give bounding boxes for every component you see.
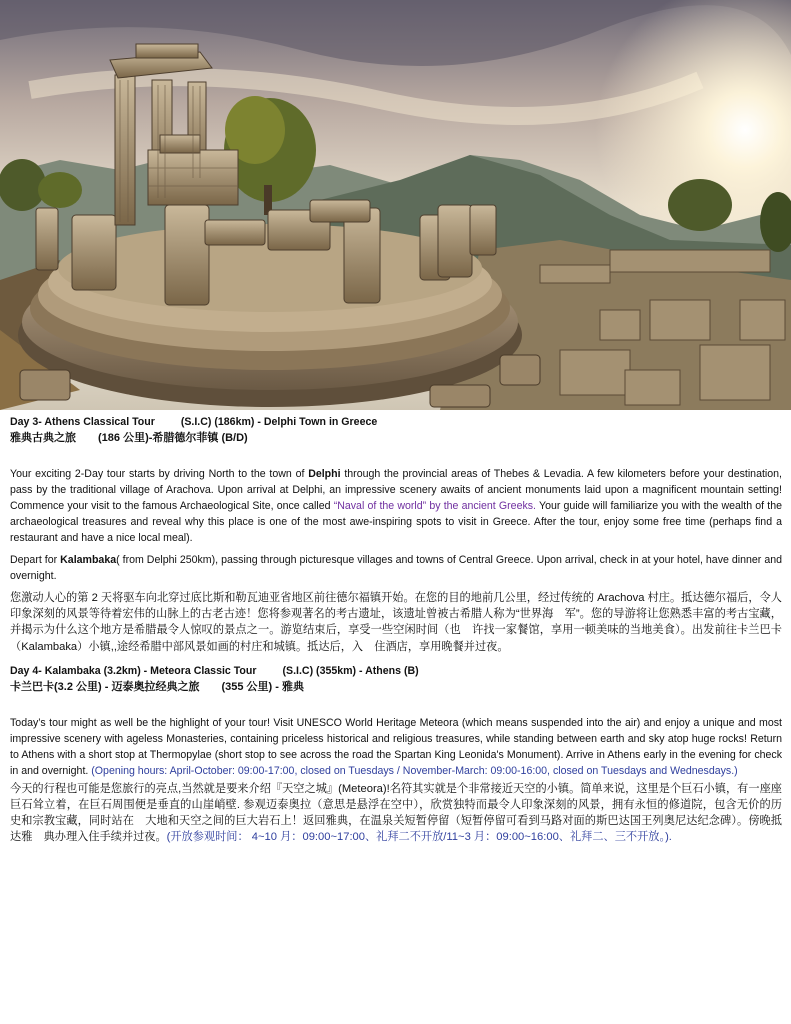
day3-depart-en bbox=[10, 552, 782, 584]
day3-p1-text-2: through the provincial areas of Thebes & Levadia. A few kilometers before your destination, pass by the traditional village of Arachova. Upon arrival at Delphi, an impressive scenery awaits of ancient monuments laid upon a magnificent mountain setting! Commence your visit to the famous Archaeological Site, once called bbox=[10, 468, 782, 512]
day3-p2-kalambaka: Kalambaka bbox=[60, 554, 117, 566]
day3-description-en bbox=[10, 466, 782, 546]
day3-heading-cn-route: (186 公里)-希腊德尔菲镇 (B/D) bbox=[98, 432, 248, 444]
hero-photo-delphi-tholos bbox=[0, 0, 791, 410]
day3-p1-quote: “Naval of the world” by the ancient Greeks. bbox=[333, 500, 536, 512]
day4-heading-cn-route: (355 公里) - 雅典 bbox=[221, 680, 304, 693]
day4-p1-text: Today’s tour might as well be the highlight of your tour! Visit UNESCO World Heritage Meteora (which means suspended into the air) and enjoy a unique and most impressive scenery with ageless Monasteries, containing priceless historical and religious treasures, while standing between earth and sky atop huge rocks! Return to Athens with a short stop at Thermopylae (short stop to see across the road the Spartan King Leonida's Monument). Arrive in Athens early in the evening for check in and overnight. bbox=[10, 716, 782, 777]
day3-heading-cn bbox=[10, 430, 782, 446]
day4-heading-en bbox=[10, 663, 782, 679]
day3-p1-delphi: Delphi bbox=[308, 468, 341, 480]
day4-description-en bbox=[10, 715, 782, 779]
day4-opening-hours-en: (Opening hours: April-October: 09:00-17:00, closed on Tuesdays / November-March: 09:00-16:00, closed on Tuesdays and Wednesdays.) bbox=[91, 764, 738, 777]
day3-description-cn: 您激动人心的第 2 天将驱车向北穿过底比斯和勒瓦迪亚省地区前往德尔福镇开始。在您的目的地前几公里，经过传统的 Arachova 村庄。抵达德尔福后，令人印象深刻的风景等待着宏伟的山脉上的古老古迹！您将参观著名的考古遗址，该遗址曾被古希腊人称为“世界海 军”。您的导游将让您熟悉丰富的考古宝藏，并揭示为什么这个地方是希腊最令人惊叹的景点之一。游览结束后，享受一些空闲时间（也 许找一家餐馆，享用一顿美味的当地美食）。出发前往卡兰巴卡（Kalambaka）小镇,,途经希腊中部风景如画的村庄和城镇。抵达后，入 住酒店，享用晚餐并过夜。 bbox=[10, 592, 782, 653]
day4-description-cn bbox=[10, 781, 782, 846]
day3-p1-text: Your exciting 2-Day tour starts by driving North to the town of bbox=[10, 468, 309, 480]
day4-opening-hours-cn: (开放参观时间： 4~10 月：09:00~17:00、礼拜二不开放/11~3 月：09:00~16:00、礼拜二、三不开放。). bbox=[166, 831, 672, 844]
day4-heading-en-title: Day 4- Kalambaka (3.2km) - Meteora Classic Tour bbox=[10, 664, 257, 677]
day3-heading-cn-title: 雅典古典之旅 bbox=[10, 432, 76, 444]
day3-p2-text-2: ( from Delphi 250km), passing through picturesque villages and towns of Central Greece. Upon arrival, check in at your hotel, have dinner and overnight. bbox=[10, 554, 782, 582]
day3-heading-en bbox=[10, 414, 782, 430]
day3-p2-text: Depart for bbox=[10, 554, 61, 566]
day4-heading-cn bbox=[10, 679, 782, 695]
day4-cn-text: 今天的行程也可能是您旅行的亮点,当然就是要来介绍『天空之城』(Meteora)!名符其实就是个非常接近天空的小镇。简单来说，这里是个巨石小镇，有一座座巨石耸立着，在巨石周围便是垂直的山崖峭壁. 参观迈泰奥拉（意思是悬浮在空中），欣赏独特而最令人印象深刻的风景，拥有永恒的修道院，包含无价的历史和宗教宝藏，同时站在 大地和天空之间的巨大岩石上！返回雅典，在温泉关短暂停留（短暂停留可看到马路对面的斯巴达国王列奥尼达纪念碑）。傍晚抵达雅 典办理入住手续并过夜。 bbox=[10, 782, 782, 844]
day4-heading-cn-title: 卡兰巴卡(3.2 公里) - 迈泰奥拉经典之旅 bbox=[10, 680, 200, 693]
day4-heading-en-route: (S.I.C) (355km) - Athens (B) bbox=[282, 664, 419, 677]
tholos-illustration bbox=[0, 0, 791, 410]
day3-heading-en-title: Day 3- Athens Classical Tour bbox=[10, 416, 155, 428]
day3-heading-en-route: (S.I.C) (186km) - Delphi Town in Greece bbox=[180, 416, 378, 428]
day3-p1-text-3: Your guide will familiarize you with the wealth of the archaeological treasures and reveal why this place is one of the most awe-inspiring spots to visit in Greece. After the tour, enjoy some free time (perhaps find a restaurant and have a nice local meal). bbox=[10, 500, 782, 544]
